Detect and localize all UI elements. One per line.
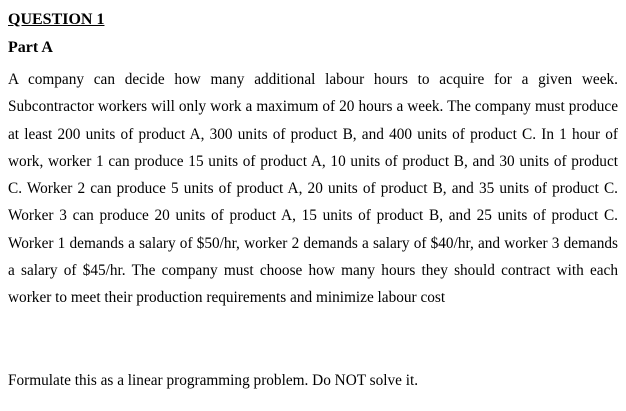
problem-statement: A company can decide how many additional labour hours to acquire for a given week. Subcontractor workers will only work a maximum of 20 hours a week. The company must produce at least 200 units of product A, 300 units of product B, and 400 units of product C. In 1 hour of work, worker 1 can produce 15 units of product A, 10 units of product B, and 30 units of product C. Worker 2 can produce 5 units of product A, 20 units of product B, and 35 units of product C. Worker 3 can produce 20 units of product A, 15 units of product B, and 25 units of product C. Worker 1 demands a salary of $50/hr, worker 2 demands a salary of $40/hr, and worker 3 demands a salary of $45/hr. The company must choose how many hours they should contract with each worker to meet their production requirements and minimize labour cost [8,71,618,307]
question-title: QUESTION 1 [8,11,105,28]
instruction-text: Formulate this as a linear programming problem. Do NOT solve it. [8,372,419,389]
part-title: Part A [8,39,53,56]
